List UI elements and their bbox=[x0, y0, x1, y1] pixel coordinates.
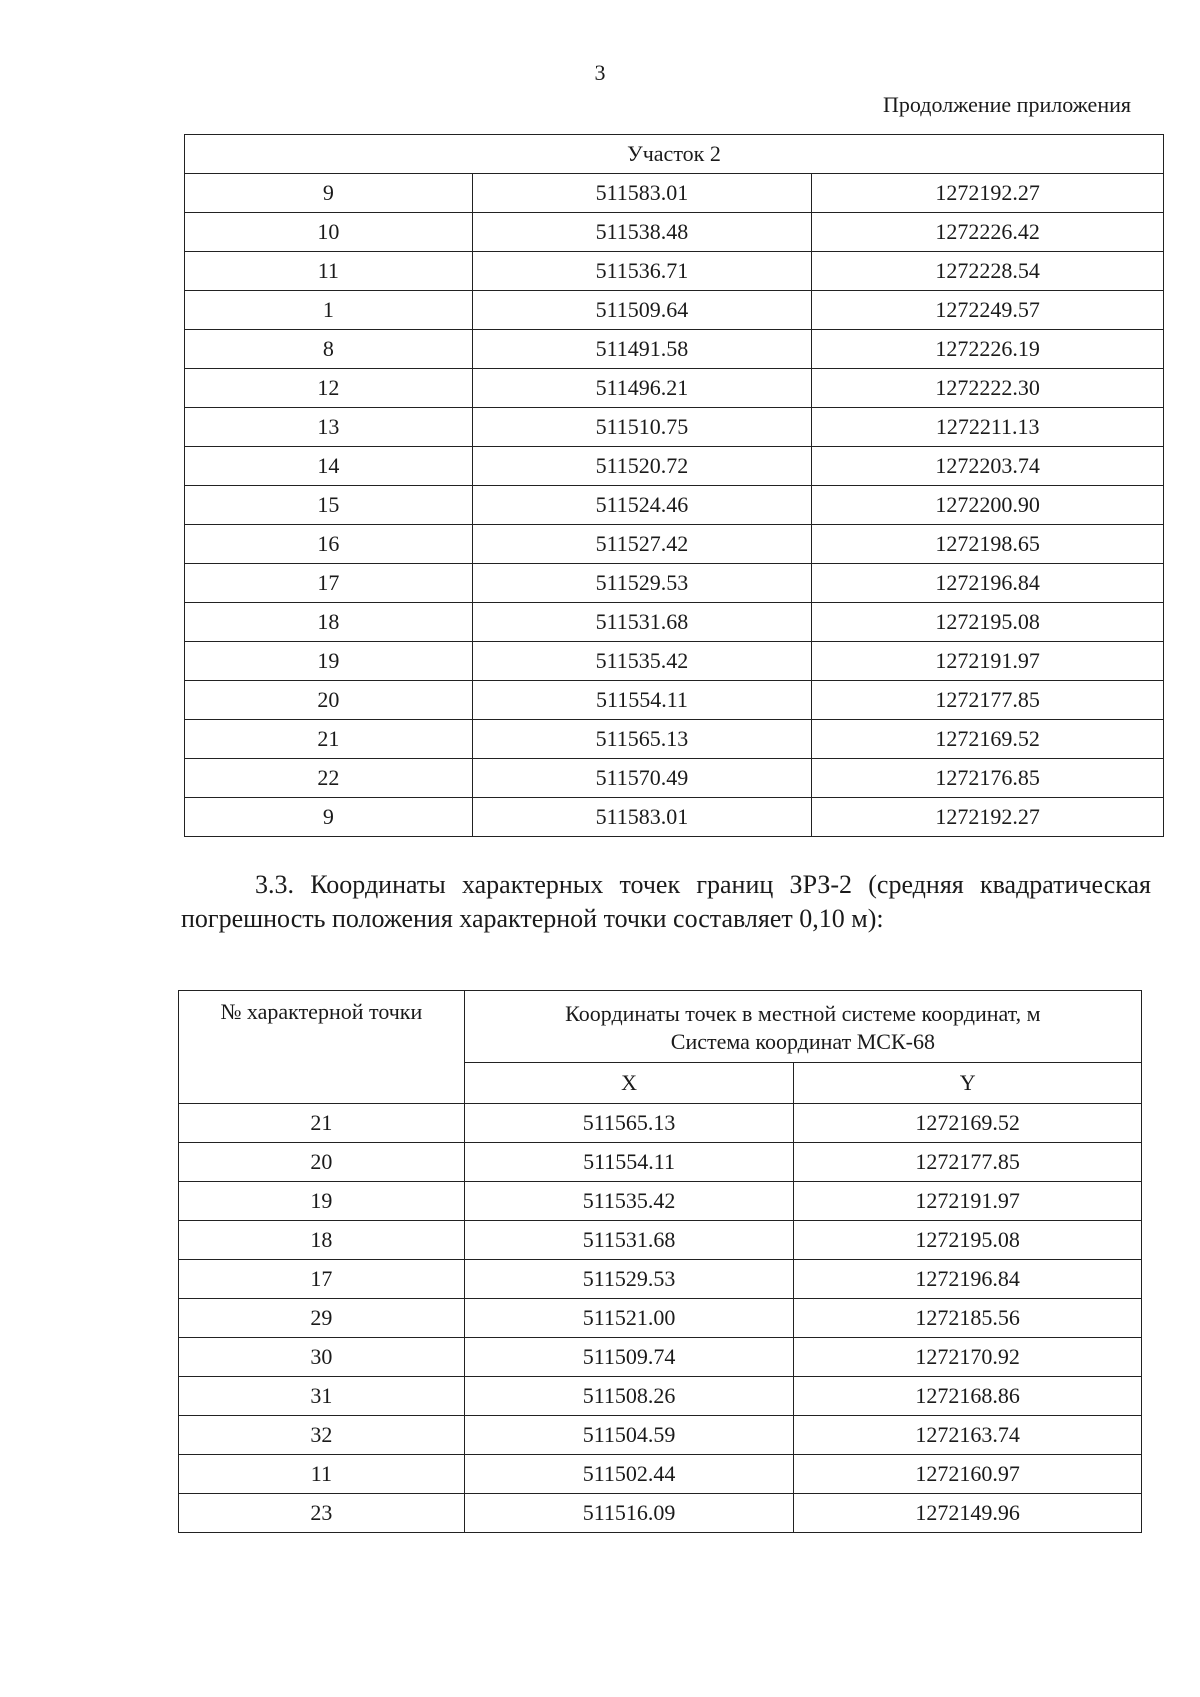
point-number-cell: 21 bbox=[185, 720, 473, 759]
x-coordinate-cell: 511583.01 bbox=[472, 174, 812, 213]
point-number-cell: 19 bbox=[185, 642, 473, 681]
table-row bbox=[179, 1455, 1142, 1494]
table-header-row bbox=[179, 991, 1142, 1063]
x-coordinate-cell: 511538.48 bbox=[472, 213, 812, 252]
x-coordinate-cell: 511531.68 bbox=[464, 1221, 794, 1260]
point-number-cell: 32 bbox=[179, 1416, 465, 1455]
point-number-cell: 16 bbox=[185, 525, 473, 564]
table-row bbox=[185, 213, 1164, 252]
x-coordinate-cell: 511536.71 bbox=[472, 252, 812, 291]
point-number-cell: 9 bbox=[185, 798, 473, 837]
table-row bbox=[185, 330, 1164, 369]
table-row bbox=[185, 525, 1164, 564]
x-coordinate-cell: 511565.13 bbox=[472, 720, 812, 759]
y-coordinate-cell: 1272196.84 bbox=[794, 1260, 1142, 1299]
x-coordinate-cell: 511504.59 bbox=[464, 1416, 794, 1455]
y-coordinate-cell: 1272249.57 bbox=[812, 291, 1164, 330]
x-coordinate-cell: 511554.11 bbox=[464, 1143, 794, 1182]
y-coordinate-cell: 1272222.30 bbox=[812, 369, 1164, 408]
table-row bbox=[179, 1104, 1142, 1143]
y-coordinate-cell: 1272198.65 bbox=[812, 525, 1164, 564]
page-number: 3 bbox=[594, 60, 606, 85]
y-coordinate-cell: 1272195.08 bbox=[812, 603, 1164, 642]
y-coordinate-cell: 1272163.74 bbox=[794, 1416, 1142, 1455]
y-coordinate-cell: 1272203.74 bbox=[812, 447, 1164, 486]
table-row bbox=[185, 408, 1164, 447]
y-coordinate-cell: 1272169.52 bbox=[812, 720, 1164, 759]
y-coordinate-cell: 1272191.97 bbox=[812, 642, 1164, 681]
point-number-cell: 17 bbox=[185, 564, 473, 603]
header-x: X bbox=[464, 1063, 794, 1104]
y-coordinate-cell: 1272176.85 bbox=[812, 759, 1164, 798]
x-coordinate-cell: 511531.68 bbox=[472, 603, 812, 642]
table-row bbox=[185, 369, 1164, 408]
header-coordinates-line2: Система координат МСК-68 bbox=[670, 1028, 935, 1054]
point-number-cell: 31 bbox=[179, 1377, 465, 1416]
x-coordinate-cell: 511527.42 bbox=[472, 525, 812, 564]
x-coordinate-cell: 511502.44 bbox=[464, 1455, 794, 1494]
x-coordinate-cell: 511529.53 bbox=[464, 1260, 794, 1299]
table-row bbox=[185, 798, 1164, 837]
table-row bbox=[185, 603, 1164, 642]
table-row bbox=[179, 1416, 1142, 1455]
section-heading bbox=[181, 868, 1151, 936]
point-number-cell: 15 bbox=[185, 486, 473, 525]
header-coordinates bbox=[464, 991, 1141, 1063]
y-coordinate-cell: 1272211.13 bbox=[812, 408, 1164, 447]
x-coordinate-cell: 511491.58 bbox=[472, 330, 812, 369]
x-coordinate-cell: 511521.00 bbox=[464, 1299, 794, 1338]
x-coordinate-cell: 511520.72 bbox=[472, 447, 812, 486]
y-coordinate-cell: 1272195.08 bbox=[794, 1221, 1142, 1260]
table-row bbox=[179, 1221, 1142, 1260]
table-row bbox=[185, 564, 1164, 603]
point-number-cell: 11 bbox=[185, 252, 473, 291]
section-number: 3.3. bbox=[255, 870, 294, 899]
y-coordinate-cell: 1272177.85 bbox=[794, 1143, 1142, 1182]
point-number-cell: 20 bbox=[185, 681, 473, 720]
table-row bbox=[179, 1299, 1142, 1338]
x-coordinate-cell: 511509.74 bbox=[464, 1338, 794, 1377]
y-coordinate-cell: 1272170.92 bbox=[794, 1338, 1142, 1377]
y-coordinate-cell: 1272149.96 bbox=[794, 1494, 1142, 1533]
y-coordinate-cell: 1272228.54 bbox=[812, 252, 1164, 291]
table-row bbox=[185, 252, 1164, 291]
table-row bbox=[185, 681, 1164, 720]
point-number-cell: 9 bbox=[185, 174, 473, 213]
table-row bbox=[185, 759, 1164, 798]
y-coordinate-cell: 1272169.52 bbox=[794, 1104, 1142, 1143]
point-number-cell: 22 bbox=[185, 759, 473, 798]
y-coordinate-cell: 1272192.27 bbox=[812, 174, 1164, 213]
point-number-cell: 1 bbox=[185, 291, 473, 330]
section-heading-text: Координаты характерных точек границ ЗРЗ-2 (средняя квадратическая погрешность положения характерной точки составляет 0,10 м): bbox=[181, 870, 1151, 933]
x-coordinate-cell: 511516.09 bbox=[464, 1494, 794, 1533]
x-coordinate-cell: 511508.26 bbox=[464, 1377, 794, 1416]
header-coordinates-line1: Координаты точек в местной системе координат, м bbox=[565, 1000, 1041, 1026]
section-row bbox=[185, 135, 1164, 174]
point-number-cell: 29 bbox=[179, 1299, 465, 1338]
x-coordinate-cell: 511535.42 bbox=[464, 1182, 794, 1221]
coordinates-table-zrz-2 bbox=[178, 990, 1142, 1533]
point-number-cell: 18 bbox=[179, 1221, 465, 1260]
x-coordinate-cell: 511583.01 bbox=[472, 798, 812, 837]
point-number-cell: 14 bbox=[185, 447, 473, 486]
point-number-cell: 10 bbox=[185, 213, 473, 252]
y-coordinate-cell: 1272177.85 bbox=[812, 681, 1164, 720]
table-row bbox=[179, 1377, 1142, 1416]
point-number-cell: 21 bbox=[179, 1104, 465, 1143]
point-number-cell: 30 bbox=[179, 1338, 465, 1377]
table-row bbox=[185, 174, 1164, 213]
y-coordinate-cell: 1272185.56 bbox=[794, 1299, 1142, 1338]
x-coordinate-cell: 511529.53 bbox=[472, 564, 812, 603]
x-coordinate-cell: 511535.42 bbox=[472, 642, 812, 681]
y-coordinate-cell: 1272168.86 bbox=[794, 1377, 1142, 1416]
table-row bbox=[179, 1182, 1142, 1221]
point-number-cell: 12 bbox=[185, 369, 473, 408]
x-coordinate-cell: 511570.49 bbox=[472, 759, 812, 798]
point-number-cell: 20 bbox=[179, 1143, 465, 1182]
header-point-number: № характерной точки bbox=[179, 991, 465, 1104]
y-coordinate-cell: 1272226.42 bbox=[812, 213, 1164, 252]
table-row bbox=[179, 1143, 1142, 1182]
section-title: Участок 2 bbox=[185, 135, 1164, 174]
point-number-cell: 18 bbox=[185, 603, 473, 642]
x-coordinate-cell: 511496.21 bbox=[472, 369, 812, 408]
y-coordinate-cell: 1272192.27 bbox=[812, 798, 1164, 837]
continuation-note: Продолжение приложения bbox=[883, 92, 1131, 117]
point-number-cell: 11 bbox=[179, 1455, 465, 1494]
x-coordinate-cell: 511524.46 bbox=[472, 486, 812, 525]
x-coordinate-cell: 511509.64 bbox=[472, 291, 812, 330]
table-row bbox=[185, 486, 1164, 525]
table-row bbox=[185, 291, 1164, 330]
table-row bbox=[179, 1338, 1142, 1377]
table-row bbox=[179, 1260, 1142, 1299]
x-coordinate-cell: 511565.13 bbox=[464, 1104, 794, 1143]
point-number-cell: 23 bbox=[179, 1494, 465, 1533]
y-coordinate-cell: 1272160.97 bbox=[794, 1455, 1142, 1494]
table-row bbox=[185, 720, 1164, 759]
y-coordinate-cell: 1272200.90 bbox=[812, 486, 1164, 525]
y-coordinate-cell: 1272226.19 bbox=[812, 330, 1164, 369]
header-y: Y bbox=[794, 1063, 1142, 1104]
coordinates-table-section-2 bbox=[184, 134, 1164, 837]
point-number-cell: 17 bbox=[179, 1260, 465, 1299]
point-number-cell: 8 bbox=[185, 330, 473, 369]
y-coordinate-cell: 1272196.84 bbox=[812, 564, 1164, 603]
point-number-cell: 13 bbox=[185, 408, 473, 447]
x-coordinate-cell: 511510.75 bbox=[472, 408, 812, 447]
table-row bbox=[185, 447, 1164, 486]
point-number-cell: 19 bbox=[179, 1182, 465, 1221]
table-row bbox=[185, 642, 1164, 681]
y-coordinate-cell: 1272191.97 bbox=[794, 1182, 1142, 1221]
table-row bbox=[179, 1494, 1142, 1533]
x-coordinate-cell: 511554.11 bbox=[472, 681, 812, 720]
